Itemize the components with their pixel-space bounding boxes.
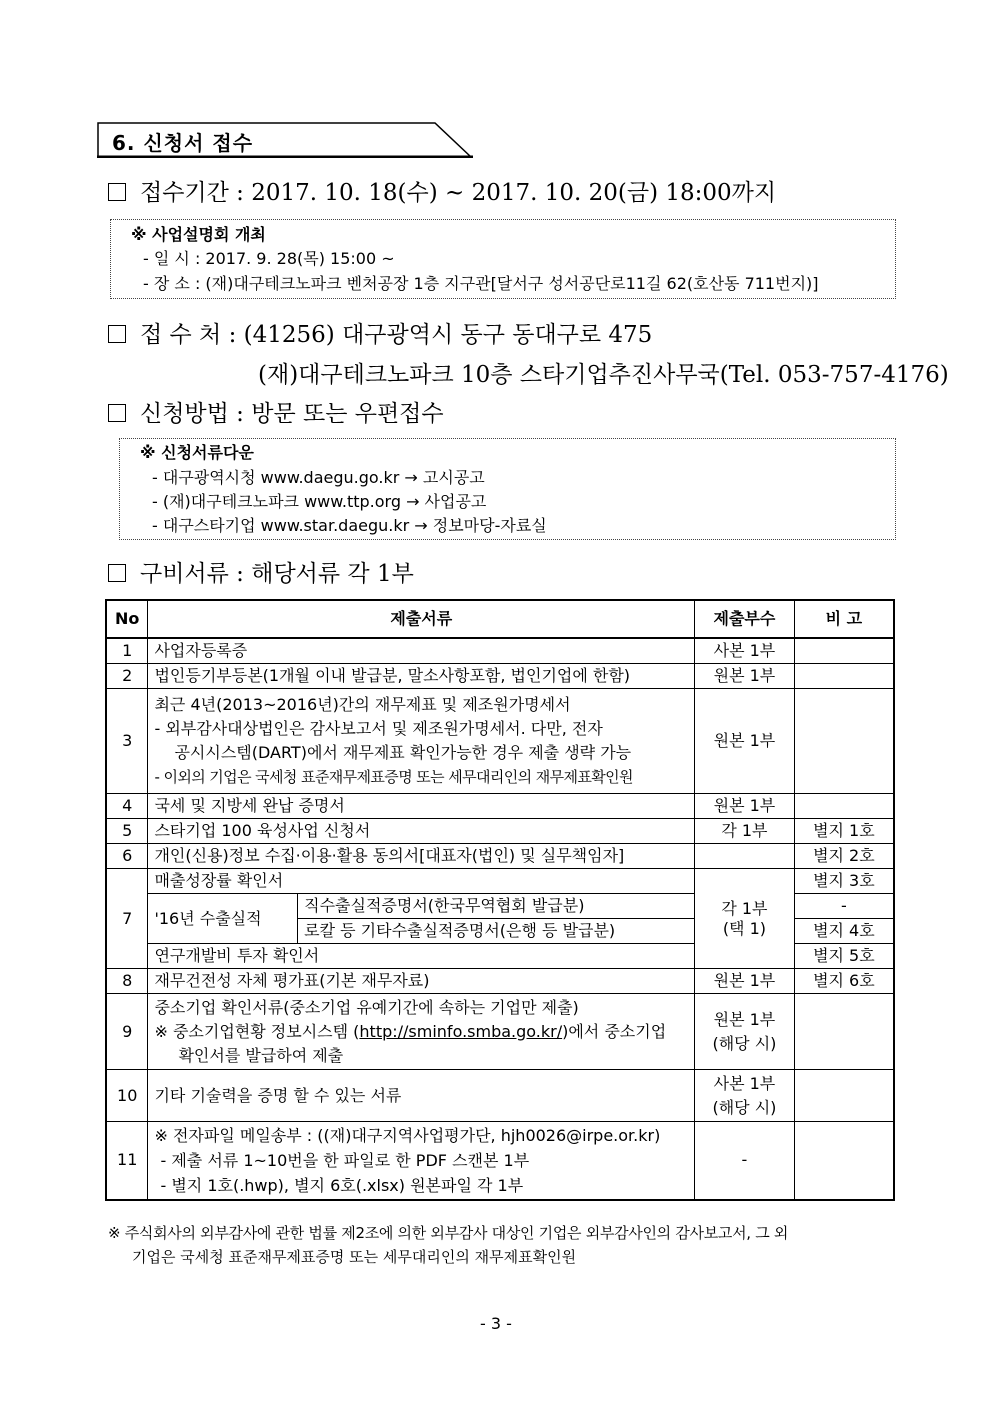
row-no: 9 xyxy=(106,994,148,1070)
row-document: 로칼 등 기타수출실적증명서(은행 등 발급분) xyxy=(298,919,695,944)
table-row xyxy=(106,969,894,994)
row-note: 별지 3호 xyxy=(794,869,894,894)
row-note: 별지 5호 xyxy=(794,944,894,969)
checkbox-icon xyxy=(108,564,126,582)
section-header xyxy=(97,122,473,158)
table-row xyxy=(106,664,894,689)
row-document: 개인(신용)정보 수집·이용·활용 동의서[대표자(법인) 및 실무책임자] xyxy=(148,844,695,869)
doc-line: ※ 전자파일 메일송부 : ((재)대구지역사업평가단, hjh0026@irpe.or.kr) xyxy=(154,1125,661,1145)
row-no: 8 xyxy=(106,969,148,994)
row-no: 5 xyxy=(106,819,148,844)
download-box xyxy=(119,438,896,540)
briefing-title: ※ 사업설명회 개최 xyxy=(131,225,266,244)
row-copies xyxy=(695,869,795,969)
row-copies: - xyxy=(695,1122,795,1200)
export-label: '16년 수출실적 xyxy=(148,894,298,944)
briefing-date: - 일 시 : 2017. 9. 28(목) 15:00 ~ xyxy=(143,249,395,268)
row-no: 6 xyxy=(106,844,148,869)
copies-line: 사본 1부 xyxy=(713,1073,776,1093)
row-copies xyxy=(695,1070,795,1122)
row-note xyxy=(794,794,894,819)
row-document: 법인등기부등본(1개월 이내 발급분, 말소사항포함, 법인기업에 한함) xyxy=(148,664,695,689)
row-no: 3 xyxy=(106,689,148,794)
row-document: 스타기업 100 육성사업 신청서 xyxy=(148,819,695,844)
row-document: 연구개발비 투자 확인서 xyxy=(148,944,695,969)
row-note xyxy=(794,638,894,664)
footnote-line: 기업은 국세청 표준재무제표증명 또는 세무대리인의 재무제표확인원 xyxy=(132,1248,577,1266)
row-no: 10 xyxy=(106,1070,148,1122)
doc-line: - 별지 1호(.hwp), 별지 6호(.xlsx) 원본파일 각 1부 xyxy=(160,1175,524,1195)
row-document: 국세 및 지방세 완납 증명서 xyxy=(148,794,695,819)
table-header-row xyxy=(106,600,894,638)
required-line: 구비서류 : 해당서류 각 1부 xyxy=(108,555,414,588)
briefing-box xyxy=(110,219,896,299)
row-no: 1 xyxy=(106,638,148,664)
doc-line: - 제출 서류 1~10번을 한 파일로 한 PDF 스캔본 1부 xyxy=(160,1150,530,1170)
row-no: 4 xyxy=(106,794,148,819)
row-note: 별지 4호 xyxy=(794,919,894,944)
row-document xyxy=(148,689,695,794)
method-line: 신청방법 : 방문 또는 우편접수 xyxy=(108,395,444,428)
table-row xyxy=(106,869,894,894)
doc-line: ※ 중소기업현황 정보시스템 (http://sminfo.smba.go.kr/)에서 중소기업 xyxy=(154,1021,667,1041)
table-row xyxy=(106,819,894,844)
period-value: 2017. 10. 18(수) ~ 2017. 10. 20(금) 18:00까지 xyxy=(251,180,777,206)
row-copies: 원본 1부 xyxy=(695,794,795,819)
required-value: 해당서류 각 1부 xyxy=(251,561,414,587)
copies-line: (해당 시) xyxy=(712,1097,777,1117)
required-label: 구비서류 xyxy=(140,561,229,587)
reception-line: 접 수 처 : (41256) 대구광역시 동구 동대구로 475 xyxy=(108,316,652,349)
row-copies: 사본 1부 xyxy=(695,638,795,664)
table-row xyxy=(106,794,894,819)
row-note xyxy=(794,664,894,689)
row-document xyxy=(148,1122,695,1200)
row-document: 기타 기술력을 증명 할 수 있는 서류 xyxy=(148,1070,695,1122)
reception-address: (41256) 대구광역시 동구 동대구로 475 xyxy=(243,322,653,348)
row-note xyxy=(794,1122,894,1200)
row-document: 사업자등록증 xyxy=(148,638,695,664)
doc-line: - 이외의 기업은 국세청 표준재무제표증명 또는 세무대리인의 재무제표확인원 xyxy=(154,768,633,786)
row-note: 별지 6호 xyxy=(794,969,894,994)
reception-label: 접 수 처 xyxy=(140,322,222,348)
row-no: 7 xyxy=(106,869,148,969)
copies-line: (택 1) xyxy=(722,918,767,938)
row-copies: 원본 1부 xyxy=(695,969,795,994)
download-item: - 대구광역시청 www.daegu.go.kr → 고시공고 xyxy=(152,468,485,487)
sminfo-link[interactable]: http://sminfo.smba.go.kr/ xyxy=(359,1021,563,1041)
row-no: 11 xyxy=(106,1122,148,1200)
row-document: 재무건전성 자체 평가표(기본 재무자료) xyxy=(148,969,695,994)
table-row xyxy=(106,638,894,664)
documents-table xyxy=(105,599,895,1201)
download-item: - 대구스타기업 www.star.daegu.kr → 정보마당-자료실 xyxy=(152,516,547,535)
method-value: 방문 또는 우편접수 xyxy=(251,401,444,427)
copies-line: 원본 1부 xyxy=(713,1009,776,1029)
period-line: 접수기간 : 2017. 10. 18(수) ~ 2017. 10. 20(금) 18:00까지 xyxy=(108,174,776,207)
reception-office: (재)대구테크노파크 10층 스타기업추진사무국(Tel. 053-757-4176) xyxy=(258,362,949,388)
row-copies xyxy=(695,844,795,869)
copies-line: (해당 시) xyxy=(712,1033,777,1053)
row-document: 직수출실적증명서(한국무역협회 발급분) xyxy=(298,894,695,919)
row-document xyxy=(148,994,695,1070)
header-copies: 제출부수 xyxy=(695,600,795,638)
footnote-line: ※ 주식회사의 외부감사에 관한 법률 제2조에 의한 외부감사 대상인 기업은 외부감사인의 감사보고서, 그 외 xyxy=(108,1224,789,1242)
download-title: ※ 신청서류다운 xyxy=(140,443,254,462)
period-label: 접수기간 xyxy=(140,180,229,206)
row-copies: 원본 1부 xyxy=(695,689,795,794)
table-row xyxy=(106,844,894,869)
checkbox-icon xyxy=(108,404,126,422)
row-note: - xyxy=(794,894,894,919)
footnote xyxy=(108,1221,788,1269)
row-no: 2 xyxy=(106,664,148,689)
method-label: 신청방법 xyxy=(140,401,229,427)
doc-line: 확인서를 발급하여 제출 xyxy=(178,1045,344,1065)
copies-line: 각 1부 xyxy=(721,898,768,918)
row-note: 별지 2호 xyxy=(794,844,894,869)
table-row xyxy=(106,1122,894,1200)
download-item: - (재)대구테크노파크 www.ttp.org → 사업공고 xyxy=(152,492,487,511)
header-document: 제출서류 xyxy=(148,600,695,638)
table-row xyxy=(106,994,894,1070)
doc-line: 중소기업 확인서류(중소기업 유예기간에 속하는 기업만 제출) xyxy=(154,997,579,1017)
section-title: 6. 신청서 접수 xyxy=(112,131,254,155)
briefing-place: - 장 소 : (재)대구테크노파크 벤처공장 1층 지구관[달서구 성서공단로11길 62(호산동 711번지)] xyxy=(143,274,819,293)
header-note: 비 고 xyxy=(794,600,894,638)
doc-line: 공시시스템(DART)에서 재무제표 확인가능한 경우 제출 생략 가능 xyxy=(174,743,632,762)
row-note: 별지 1호 xyxy=(794,819,894,844)
table-row xyxy=(106,1070,894,1122)
header-no: No xyxy=(106,600,148,638)
row-note xyxy=(794,994,894,1070)
checkbox-icon xyxy=(108,183,126,201)
checkbox-icon xyxy=(108,325,126,343)
row-copies: 각 1부 xyxy=(695,819,795,844)
doc-line: - 외부감사대상법인은 감사보고서 및 제조원가명세서. 다만, 전자 xyxy=(154,719,603,738)
row-document: 매출성장률 확인서 xyxy=(148,869,695,894)
row-copies: 원본 1부 xyxy=(695,664,795,689)
row-note xyxy=(794,1070,894,1122)
row-copies xyxy=(695,994,795,1070)
table-row xyxy=(106,689,894,794)
page-number: - 3 - xyxy=(480,1314,512,1333)
doc-line: 최근 4년(2013~2016년)간의 재무제표 및 제조원가명세서 xyxy=(154,695,571,714)
row-note xyxy=(794,689,894,794)
